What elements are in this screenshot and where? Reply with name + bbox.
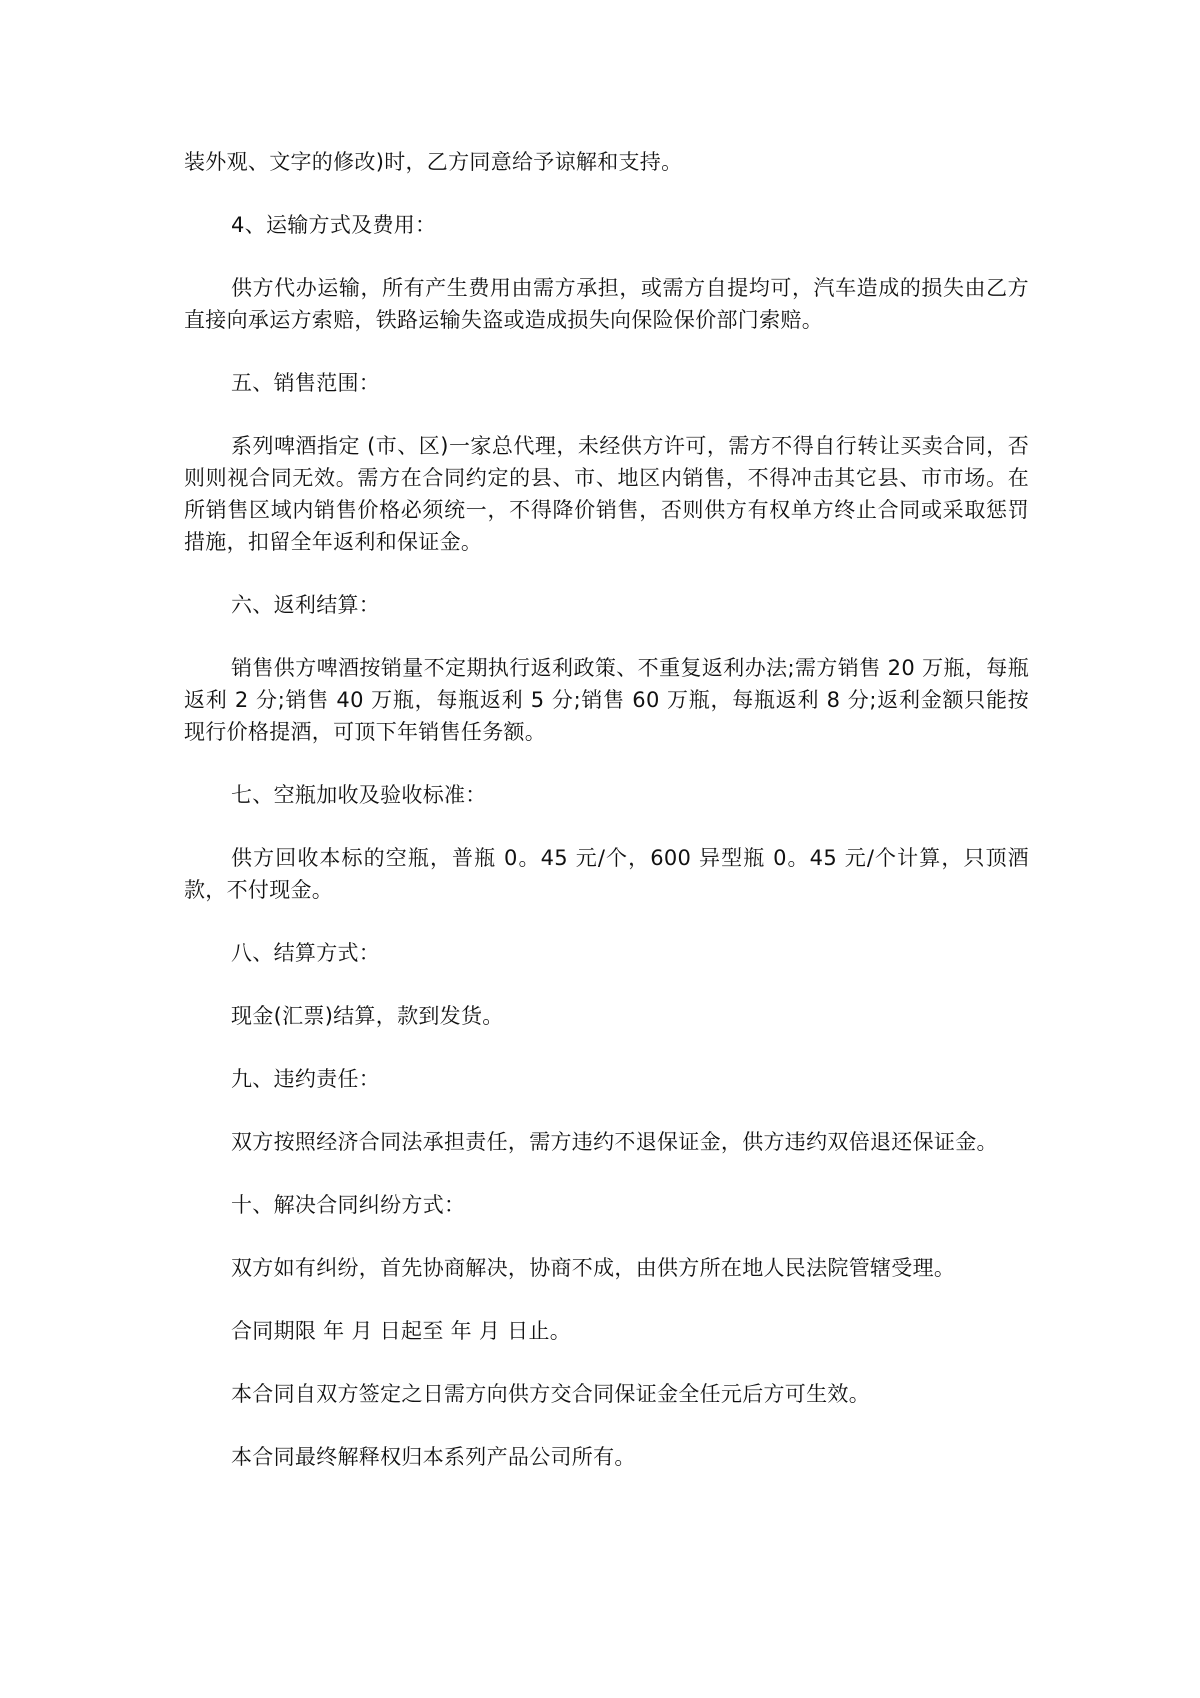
paragraph-settlement: 现金(汇票)结算，款到发货。: [231, 1004, 504, 1028]
section-heading-empty-bottles: 七、空瓶加收及验收标准：: [231, 783, 487, 807]
document-body: [184, 146, 1029, 1473]
paragraph-contract-term: 合同期限 年 月 日起至 年 月 日止。: [231, 1319, 572, 1343]
paragraph-liability: 双方按照经济合同法承担责任，需方违约不退保证金，供方违约双倍退还保证金。: [231, 1130, 998, 1154]
paragraph-continuation: 装外观、文字的修改)时，乙方同意给予谅解和支持。: [184, 150, 683, 174]
paragraph-transport: 供方代办运输，所有产生费用由需方承担，或需方自提均可，汽车造成的损失由乙方直接向承运方索赔，铁路运输失盗或造成损失向保险保价部门索赔。: [184, 276, 1029, 332]
paragraph-disputes: 双方如有纠纷，首先协商解决，协商不成，由供方所在地人民法院管辖受理。: [231, 1256, 956, 1280]
paragraph-rebate: 销售供方啤酒按销量不定期执行返利政策、不重复返利办法;需方销售 20 万瓶，每瓶返利 2 分;销售 40 万瓶，每瓶返利 5 分;销售 60 万瓶，每瓶返利 8 分;返利金额只能按现行价格提酒，可顶下年销售任务额。: [184, 656, 1029, 744]
section-heading-disputes: 十、解决合同纠纷方式：: [231, 1193, 466, 1217]
paragraph-empty-bottles: 供方回收本标的空瓶，普瓶 0。45 元/个，600 异型瓶 0。45 元/个计算，只顶酒款，不付现金。: [184, 846, 1029, 902]
section-heading-liability: 九、违约责任：: [231, 1067, 381, 1091]
paragraph-sales-scope: 系列啤酒指定 (市、区)一家总代理，未经供方许可，需方不得自行转让买卖合同，否则则视合同无效。需方在合同约定的县、市、地区内销售，不得冲击其它县、市市场。在所销售区域内销售价格必须统一，不得降价销售，否则供方有权单方终止合同或采取惩罚措施，扣留全年返利和保证金。: [184, 434, 1029, 554]
section-heading-rebate: 六、返利结算：: [231, 593, 381, 617]
section-heading-sales-scope: 五、销售范围：: [231, 371, 381, 395]
paragraph-deposit: 本合同自双方签定之日需方向供方交合同保证金全任元后方可生效。: [231, 1382, 870, 1406]
section-heading-settlement: 八、结算方式：: [231, 941, 381, 965]
section-heading-transport: 4、运输方式及费用：: [231, 213, 437, 237]
paragraph-interpretation: 本合同最终解释权归本系列产品公司所有。: [231, 1445, 636, 1469]
